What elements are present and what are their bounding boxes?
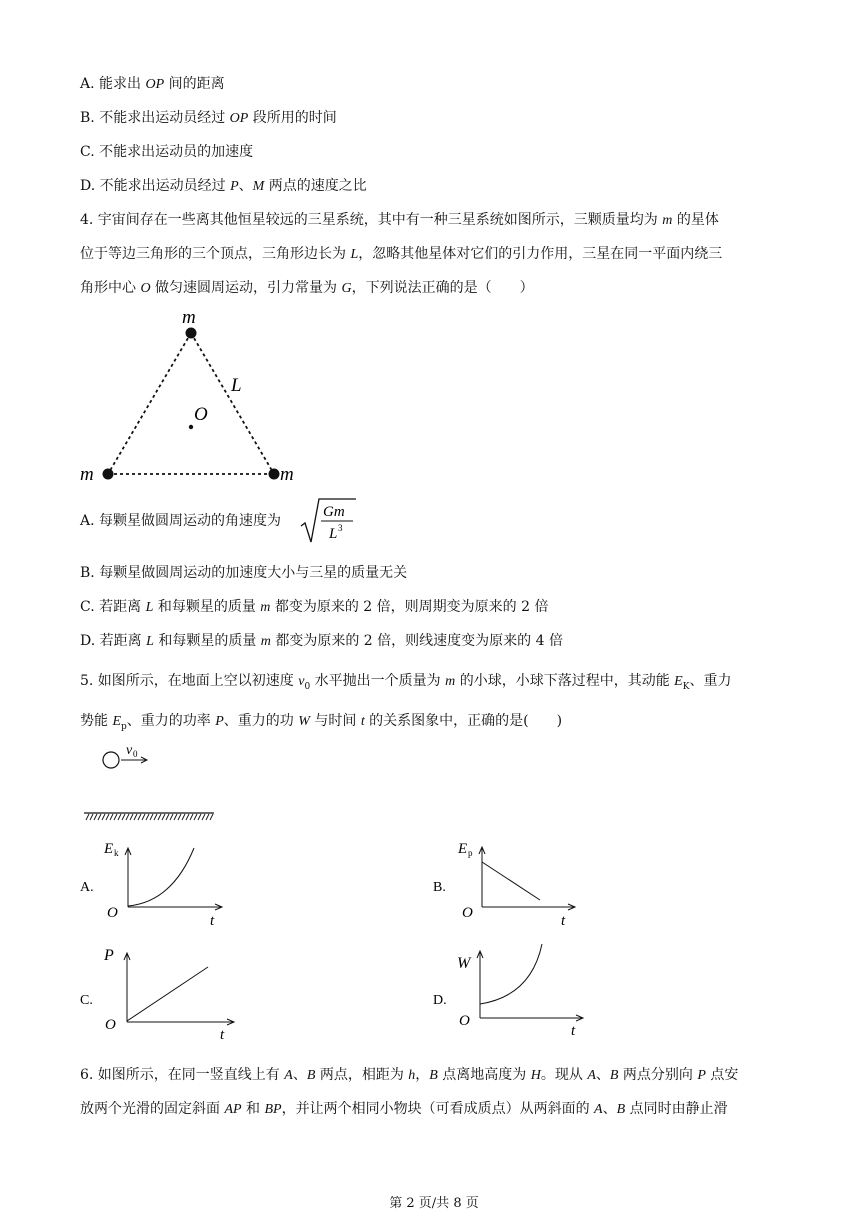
graph-a-origin: O (107, 905, 118, 921)
graph-b (433, 841, 575, 929)
label-m-right: m (280, 464, 294, 485)
velocity-subscript: 0 (133, 749, 138, 759)
graph-a-curve (128, 848, 194, 906)
q4-stem-line3: 角形中心 O 做匀速圆周运动，引力常量为 G，下列说法正确的是（ ） (80, 280, 534, 296)
graph-b-letter: B. (433, 880, 446, 895)
sqrt-numerator: Gm (323, 504, 345, 520)
q4-stem-line2: 位于等边三角形的三个顶点，三角形边长为 L，忽略其他星体对它们的引力作用，三星在同一平面内绕三 (80, 246, 723, 262)
q5-stem-line2: 势能 $E_p$、重力的功率 P、重力的功 W 与时间 t 的关系图象中，正确的是( ) (80, 713, 563, 732)
graph-b-y-sub: p (468, 848, 473, 858)
q6-stem-line1: 6. 如图所示，在同一竖直线上有 A、B 两点，相距为 h，B 点离地高度为 H。现从 A、B 两点分别向 P 点安 (80, 1067, 739, 1083)
graph-c-x-label: t (220, 1027, 225, 1043)
q3-option-b: B. 不能求出运动员经过 OP 段所用的时间 (80, 110, 337, 126)
graph-a-y-sub: k (114, 848, 119, 858)
label-m-top: m (182, 307, 196, 328)
graph-b-line (482, 862, 540, 900)
graph-c-origin: O (105, 1017, 116, 1033)
graph-b-x-label: t (561, 913, 566, 929)
graph-c (80, 947, 234, 1043)
label-center-O: O (194, 404, 208, 425)
q4-option-d: D. 若距离 L 和每颗星的质量 m 都变为原来的 2 倍，则线速度变为原来的 4 倍 (80, 633, 563, 649)
graph-a-x-label: t (210, 913, 215, 929)
graph-a-y-label: E (104, 841, 114, 857)
q3-option-d: D. 不能求出运动员经过 P、M 两点的速度之比 (80, 178, 367, 194)
page-footer: 第 2 页/共 8 页 (389, 1196, 479, 1211)
graph-c-letter: C. (80, 993, 93, 1008)
q4-option-a: A. 每颗星做圆周运动的角速度为 (80, 513, 282, 529)
q4-option-b: B. 每颗星做圆周运动的加速度大小与三星的质量无关 (80, 565, 408, 581)
q5-stem-line1: 5. 如图所示，在地面上空以初速度 $v_0$ 水平抛出一个质量为 m 的小球，小球下落过程中，其动能 $E_K$、重力 (80, 673, 732, 692)
label-m-left: m (80, 464, 94, 485)
graph-d-curve (480, 944, 542, 1004)
velocity-label: v (126, 743, 133, 758)
label-side-L: L (231, 375, 242, 396)
graph-c-line (127, 967, 208, 1021)
q4-stem-line1: 4. 宇宙间存在一些离其他恒星较远的三星系统，其中有一种三星系统如图所示，三颗质量均为 m 的星体 (80, 212, 719, 228)
graph-c-y-label: P (104, 947, 114, 964)
graph-d-x-label: t (571, 1023, 576, 1039)
graph-b-y-label: E (458, 841, 468, 857)
q3-option-c: C. 不能求出运动员的加速度 (80, 144, 254, 160)
graph-a (80, 841, 222, 929)
graph-d (433, 944, 583, 1039)
sqrt-denominator: L (329, 526, 338, 542)
graph-b-origin: O (462, 905, 473, 921)
graph-a-letter: A. (80, 880, 94, 895)
graph-d-letter: D. (433, 993, 447, 1008)
q3-option-a: A. 能求出 OP 间的距离 (80, 76, 225, 92)
q4-option-c: C. 若距离 L 和每颗星的质量 m 都变为原来的 2 倍，则周期变为原来的 2 倍 (80, 599, 549, 615)
graph-d-origin: O (459, 1013, 470, 1029)
q6-stem-line2: 放两个光滑的固定斜面 AP 和 BP，并让两个相同小物块（可看成质点）从两斜面的 A、B 点同时由静止滑 (80, 1101, 728, 1117)
sqrt-exponent: 3 (338, 523, 343, 533)
graph-d-y-label: W (457, 955, 471, 972)
